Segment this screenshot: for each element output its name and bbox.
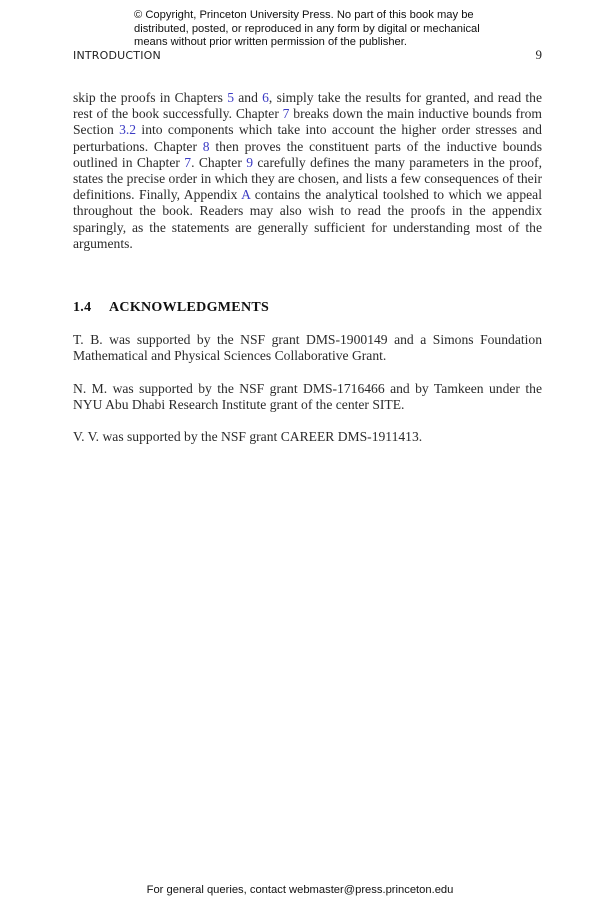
section-title: ACKNOWLEDGMENTS	[109, 300, 270, 315]
text-run: skip the proofs in Chapters	[73, 90, 228, 105]
copyright-line-1: © Copyright, Princeton University Press. No part of this book may be	[134, 9, 474, 21]
text-run: carefully defines the many parameters in the proof, states the precise order in which they are chosen, and lists a few consequences of their definitions. Finally, Appendix	[73, 154, 542, 203]
link-chapter-7-second[interactable]: 7	[184, 154, 192, 170]
acknowledgment-paragraph: N. M. was supported by the NSF grant DMS-1716466 and by Tamkeen under the NYU Abu Dhabi Research Institute grant of the center SITE.	[73, 381, 542, 413]
copyright-line-3: means without prior written permission of the publisher.	[134, 36, 407, 48]
text-run: breaks down the main inductive bounds from Section	[73, 106, 542, 138]
text-run: into components which take into account the higher order stresses and perturbations. Chapter	[73, 122, 542, 154]
link-chapter-7[interactable]: 7	[282, 106, 290, 122]
page-number: 9	[535, 47, 542, 62]
text-run: and	[233, 90, 263, 105]
link-chapter-5[interactable]: 5	[227, 90, 234, 105]
acknowledgment-paragraph: V. V. was supported by the NSF grant CAREER DMS-1911413.	[73, 429, 423, 444]
copyright-notice	[134, 9, 514, 50]
section-number: 1.4	[73, 300, 92, 315]
copyright-line-2: distributed, posted, or reproduced in any form by digital or mechanical	[134, 22, 480, 35]
body-paragraph	[73, 90, 542, 252]
section-heading	[73, 300, 269, 316]
link-chapter-9[interactable]: 9	[246, 154, 254, 170]
acknowledgment-paragraph: T. B. was supported by the NSF grant DMS-1900149 and a Simons Foundation Mathematical and Physical Sciences Collaborative Grant.	[73, 332, 542, 364]
text-run: contains the analytical toolshed to which we appeal throughout the book. Readers may also wish to read the proofs in the appendix sparingly, as the statements are generally sufficient for understanding most of the arguments.	[73, 187, 542, 251]
footer-contact: For general queries, contact webmaster@press.princeton.edu	[146, 884, 454, 896]
link-section-3-2[interactable]: 3.2	[119, 122, 137, 138]
text-run: . Chapter	[191, 154, 247, 170]
text-run: then proves the constituent parts of the inductive bounds outlined in Chapter	[73, 138, 542, 170]
link-chapter-8[interactable]: 8	[202, 138, 210, 154]
link-appendix-a[interactable]: A	[241, 187, 251, 203]
text-run: , simply take the results for granted, and read the rest of the book successfully. Chapter	[73, 90, 543, 122]
link-chapter-6[interactable]: 6	[262, 90, 269, 105]
running-head: INTRODUCTION	[73, 49, 161, 62]
